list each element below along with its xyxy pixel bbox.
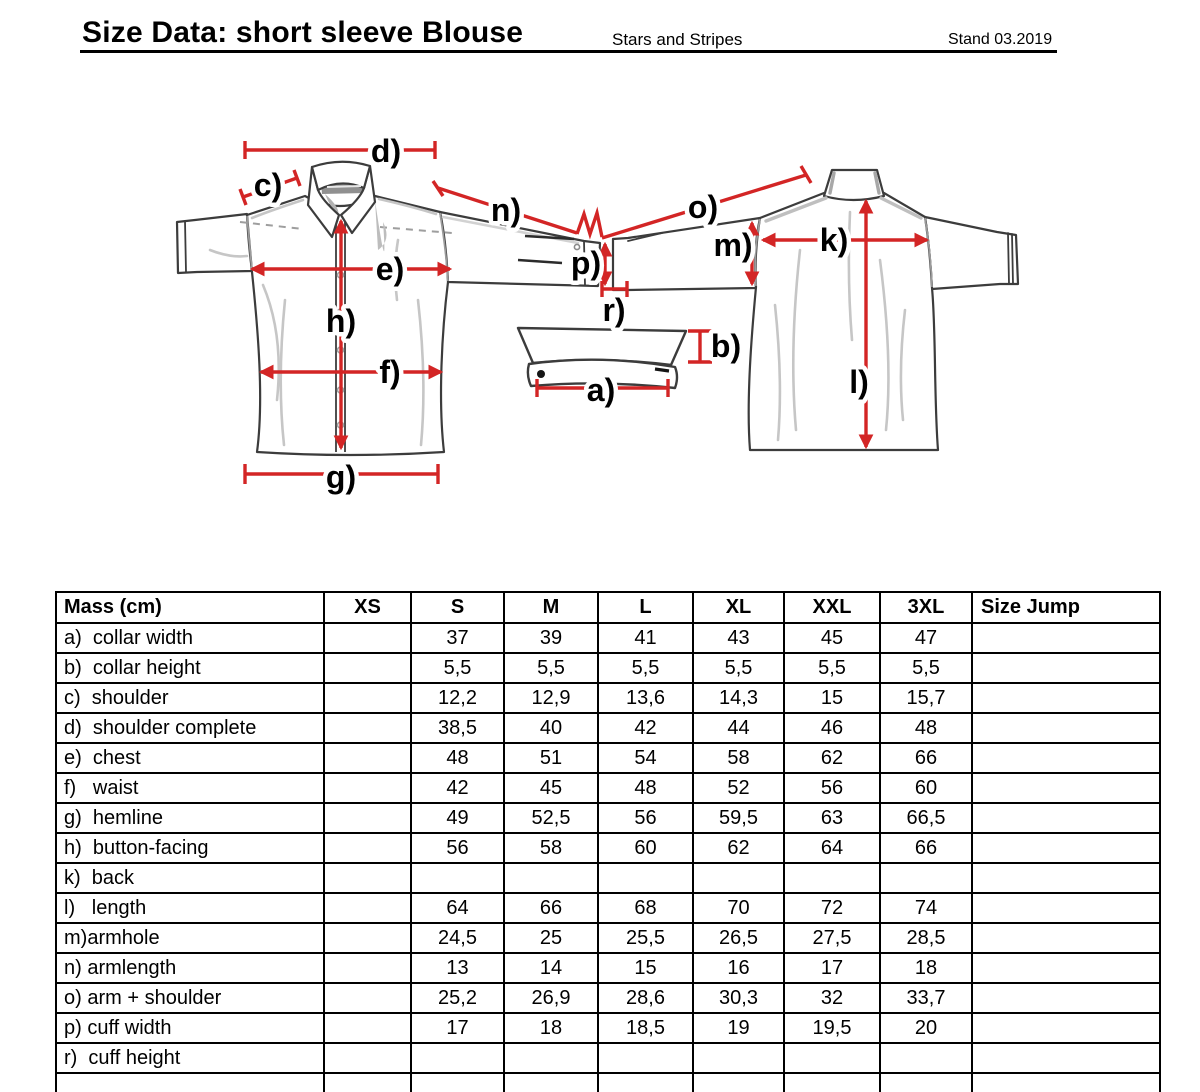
label-k: k) — [819, 222, 849, 258]
table-row — [56, 713, 1160, 743]
cell: 24,5 — [411, 923, 504, 953]
cell — [504, 1043, 598, 1073]
cell: 26,9 — [504, 983, 598, 1013]
cell: 5,5 — [784, 653, 880, 683]
label-r: r) — [602, 292, 626, 328]
cell: 32 — [784, 983, 880, 1013]
back-view-drawing — [613, 170, 1018, 450]
size-table-container — [55, 591, 1161, 1092]
cell: 48 — [411, 743, 504, 773]
cell: 48 — [598, 773, 693, 803]
cell: 45 — [504, 773, 598, 803]
cell — [972, 623, 1160, 653]
cell: 44 — [693, 713, 784, 743]
cell: 41 — [598, 623, 693, 653]
label-o: o) — [687, 189, 719, 225]
cell: 66 — [880, 833, 972, 863]
collar-button — [537, 370, 545, 378]
table-row — [56, 773, 1160, 803]
cell — [324, 653, 411, 683]
cell — [504, 863, 598, 893]
row-label: n) armlength — [56, 953, 324, 983]
table-row — [56, 653, 1160, 683]
table-row — [56, 833, 1160, 863]
cell: 72 — [784, 893, 880, 923]
cell: 60 — [598, 833, 693, 863]
cell: 42 — [411, 773, 504, 803]
row-label: h) button-facing — [56, 833, 324, 863]
row-label: l) length — [56, 893, 324, 923]
cell: 28,5 — [880, 923, 972, 953]
label-l: l) — [849, 364, 869, 400]
label-c: c) — [253, 167, 283, 203]
cell — [972, 983, 1160, 1013]
cell — [693, 863, 784, 893]
table-row — [56, 1013, 1160, 1043]
cell: 13,6 — [598, 683, 693, 713]
table-row — [56, 683, 1160, 713]
cell: 66 — [504, 893, 598, 923]
cell — [972, 713, 1160, 743]
label-h: h) — [325, 303, 357, 339]
cell: 59,5 — [693, 803, 784, 833]
dim-break-zigzag — [577, 213, 602, 237]
cell — [880, 1043, 972, 1073]
column-header-l: L — [598, 592, 693, 623]
table-header-row — [56, 592, 1160, 623]
cell — [324, 1073, 411, 1092]
cell — [411, 863, 504, 893]
label-f: f) — [379, 354, 401, 390]
cell: 27,5 — [784, 923, 880, 953]
cell: 25,2 — [411, 983, 504, 1013]
cell: 5,5 — [411, 653, 504, 683]
cell — [693, 1043, 784, 1073]
table-row — [56, 983, 1160, 1013]
column-header-m: M — [504, 592, 598, 623]
table-row — [56, 923, 1160, 953]
cell — [324, 1013, 411, 1043]
row-label: p) cuff width — [56, 1013, 324, 1043]
cell: 14,3 — [693, 683, 784, 713]
column-header-s: S — [411, 592, 504, 623]
cell — [324, 683, 411, 713]
label-g: g) — [325, 459, 357, 495]
row-label: o) arm + shoulder — [56, 983, 324, 1013]
size-table — [55, 591, 1161, 1092]
cell: 16 — [693, 953, 784, 983]
row-label: g) hemline — [56, 803, 324, 833]
row-label: r) cuff height — [56, 1043, 324, 1073]
cell: 30,3 — [693, 983, 784, 1013]
cell: 51 — [504, 743, 598, 773]
cell: 15 — [784, 683, 880, 713]
row-label: f) waist — [56, 773, 324, 803]
table-row — [56, 953, 1160, 983]
cell: 58 — [693, 743, 784, 773]
cell: 17 — [784, 953, 880, 983]
row-label — [56, 1073, 324, 1092]
cell — [972, 683, 1160, 713]
cell — [324, 1043, 411, 1073]
cell — [972, 923, 1160, 953]
cell — [324, 833, 411, 863]
cell: 60 — [880, 773, 972, 803]
cell — [324, 953, 411, 983]
cell: 64 — [784, 833, 880, 863]
table-row — [56, 863, 1160, 893]
cell — [972, 893, 1160, 923]
cell — [324, 863, 411, 893]
column-header-xxl: XXL — [784, 592, 880, 623]
label-d: d) — [370, 133, 402, 169]
label-b: b) — [710, 328, 742, 364]
row-label: a) collar width — [56, 623, 324, 653]
collar-tag-line — [327, 186, 361, 187]
cell: 12,9 — [504, 683, 598, 713]
column-header-3xl: 3XL — [880, 592, 972, 623]
cell: 15 — [598, 953, 693, 983]
cell: 52 — [693, 773, 784, 803]
row-label: m)armhole — [56, 923, 324, 953]
table-row — [56, 743, 1160, 773]
row-label: b) collar height — [56, 653, 324, 683]
cell: 18,5 — [598, 1013, 693, 1043]
cell — [972, 863, 1160, 893]
cell: 18 — [504, 1013, 598, 1043]
page-title: Size Data: short sleeve Blouse — [82, 16, 524, 49]
column-header-size-jump: Size Jump — [972, 592, 1160, 623]
cell — [880, 1073, 972, 1092]
cell: 68 — [598, 893, 693, 923]
cell — [324, 893, 411, 923]
cell: 62 — [784, 743, 880, 773]
label-a: a) — [586, 372, 616, 408]
row-label: d) shoulder complete — [56, 713, 324, 743]
cell — [411, 1073, 504, 1092]
label-n: n) — [490, 192, 522, 228]
cell: 13 — [411, 953, 504, 983]
page-subtitle: Stars and Stripes — [612, 30, 743, 49]
cell: 40 — [504, 713, 598, 743]
cell — [972, 953, 1160, 983]
size-table-body — [56, 623, 1160, 1092]
cell: 46 — [784, 713, 880, 743]
cell — [972, 1013, 1160, 1043]
cell: 5,5 — [504, 653, 598, 683]
cell: 20 — [880, 1013, 972, 1043]
label-p: p) — [570, 245, 602, 281]
cell — [784, 1043, 880, 1073]
cell: 48 — [880, 713, 972, 743]
cell: 26,5 — [693, 923, 784, 953]
cell: 54 — [598, 743, 693, 773]
cell — [972, 803, 1160, 833]
cell: 42 — [598, 713, 693, 743]
cell — [598, 1043, 693, 1073]
cell — [972, 773, 1160, 803]
row-label: c) shoulder — [56, 683, 324, 713]
table-row — [56, 1043, 1160, 1073]
row-label: k) back — [56, 863, 324, 893]
cell — [784, 1073, 880, 1092]
cell: 66 — [880, 743, 972, 773]
cell: 47 — [880, 623, 972, 653]
cell: 74 — [880, 893, 972, 923]
cell: 25 — [504, 923, 598, 953]
cell — [693, 1073, 784, 1092]
cell — [324, 923, 411, 953]
cell: 64 — [411, 893, 504, 923]
cell — [324, 713, 411, 743]
cell — [324, 623, 411, 653]
collar-buttonhole — [655, 369, 669, 371]
row-label: e) chest — [56, 743, 324, 773]
cell: 5,5 — [598, 653, 693, 683]
cell: 49 — [411, 803, 504, 833]
cell: 5,5 — [880, 653, 972, 683]
cell: 66,5 — [880, 803, 972, 833]
cell — [972, 833, 1160, 863]
cell: 37 — [411, 623, 504, 653]
cell — [324, 803, 411, 833]
cell — [411, 1043, 504, 1073]
table-row — [56, 803, 1160, 833]
column-header-xs: XS — [324, 592, 411, 623]
cell — [504, 1073, 598, 1092]
table-row — [56, 623, 1160, 653]
cell — [324, 773, 411, 803]
cell — [324, 743, 411, 773]
cell: 56 — [784, 773, 880, 803]
cell: 56 — [411, 833, 504, 863]
cell: 12,2 — [411, 683, 504, 713]
cell — [972, 1043, 1160, 1073]
back-right-sleeve — [925, 217, 1018, 289]
version-date: Stand 03.2019 — [948, 31, 1053, 48]
table-row — [56, 1073, 1160, 1092]
cell — [324, 983, 411, 1013]
cell: 28,6 — [598, 983, 693, 1013]
cell: 58 — [504, 833, 598, 863]
cell — [880, 863, 972, 893]
cell — [972, 653, 1160, 683]
cell: 38,5 — [411, 713, 504, 743]
cell: 5,5 — [693, 653, 784, 683]
cell: 39 — [504, 623, 598, 653]
cell: 43 — [693, 623, 784, 653]
table-row — [56, 893, 1160, 923]
cell: 18 — [880, 953, 972, 983]
cell: 19 — [693, 1013, 784, 1043]
cell — [784, 863, 880, 893]
cell: 14 — [504, 953, 598, 983]
cell — [972, 743, 1160, 773]
cell — [972, 1073, 1160, 1092]
blouse-technical-drawing — [0, 100, 1200, 530]
cell: 62 — [693, 833, 784, 863]
cell: 33,7 — [880, 983, 972, 1013]
cell — [598, 1073, 693, 1092]
cell: 52,5 — [504, 803, 598, 833]
cell: 70 — [693, 893, 784, 923]
cell: 56 — [598, 803, 693, 833]
column-header-xl: XL — [693, 592, 784, 623]
cell: 25,5 — [598, 923, 693, 953]
cell: 45 — [784, 623, 880, 653]
label-m: m) — [713, 227, 753, 263]
column-header-mass: Mass (cm) — [56, 592, 324, 623]
header-underline — [80, 50, 1057, 53]
cell: 63 — [784, 803, 880, 833]
cell: 19,5 — [784, 1013, 880, 1043]
cell — [598, 863, 693, 893]
front-left-cuff-stripe — [185, 221, 186, 272]
cell: 17 — [411, 1013, 504, 1043]
label-e: e) — [375, 251, 405, 287]
cell: 15,7 — [880, 683, 972, 713]
